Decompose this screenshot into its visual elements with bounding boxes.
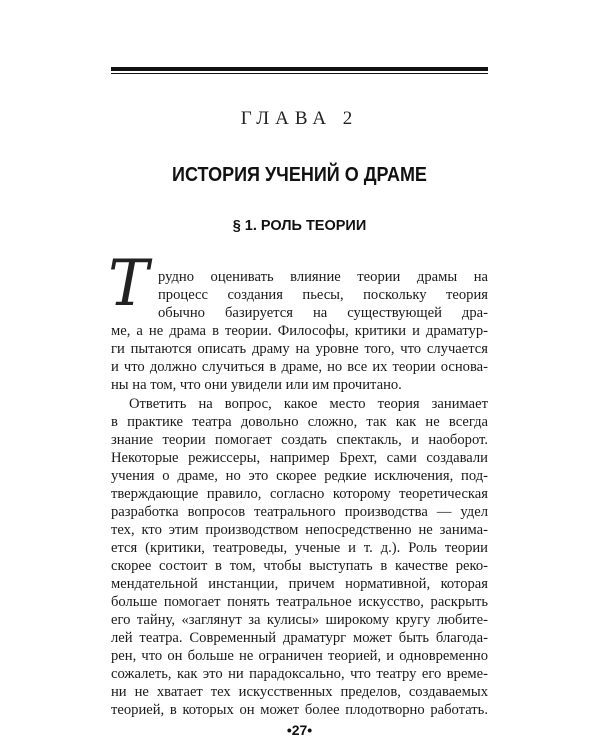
header-rule-thick [111,67,488,71]
text-line: больше помогает понять театральное искусство, раскрыть [111,594,488,610]
text-line: ется (критики, театроведы, ученые и т. д.). Роль теории [111,540,488,556]
text-line: ны на том, что они увидели или им прочитано. [111,377,402,393]
page-number: •27• [286,722,313,738]
text-line: сожалеть, как это ни парадоксально, что театру его време- [111,666,488,682]
text-line: ме, а не драма в теории. Философы, критики и драматур- [111,323,488,339]
text-line: рудно оценивать влияние теории драмы на [158,269,488,285]
text-line: тверждающие правило, согласно которому теоретическая [111,486,488,502]
section-heading: § 1. РОЛЬ ТЕОРИИ [232,218,367,234]
text-line: знание теории помогает создать спектакль, и наоборот. [111,432,488,448]
drop-cap: Т [108,247,149,321]
text-line: Ответить на вопрос, какое место теория занимает [129,396,488,412]
text-line: тех, кто этим производством непосредственно не занима- [111,522,488,538]
text-line: обычно базируется на существующей дра- [158,305,488,321]
text-line: и что должно случиться в драме, но все их теории основа- [111,359,488,375]
chapter-label: ГЛАВА 2 [240,108,359,129]
text-line: скорее состоит в том, чтобы выступать в качестве реко- [111,558,488,574]
text-line: лей театра. Современный драматург может быть благода- [111,630,488,646]
text-line: разработка вопросов театрального производства — удел [111,504,488,520]
text-line: рен, что он больше не ограничен теорией, и одновременно [111,648,488,664]
chapter-title: ИСТОРИЯ УЧЕНИЙ О ДРАМЕ [172,164,427,186]
text-line: ни не хватает тех искусственных пределов, создаваемых [111,684,488,700]
text-line: Некоторые режиссеры, например Брехт, сами создавали [111,450,488,466]
text-line: мендательной инстанции, причем нормативной, которая [111,576,488,592]
text-line: процесс создания пьесы, поскольку теория [158,287,488,303]
text-line: теорией, в которых он может более плодотворно работать. [111,702,488,718]
text-line: в практике театра довольно сложно, так как не всегда [111,414,488,430]
text-line: ги пытаются описать драму на уровне того, что случается [111,341,488,357]
header-rule-thin [111,73,488,74]
text-line: его тайну, «заглянут за кулисы» широкому кругу любите- [111,612,488,628]
text-line: учения о драме, но это скорее редкие исключения, под- [111,468,488,484]
